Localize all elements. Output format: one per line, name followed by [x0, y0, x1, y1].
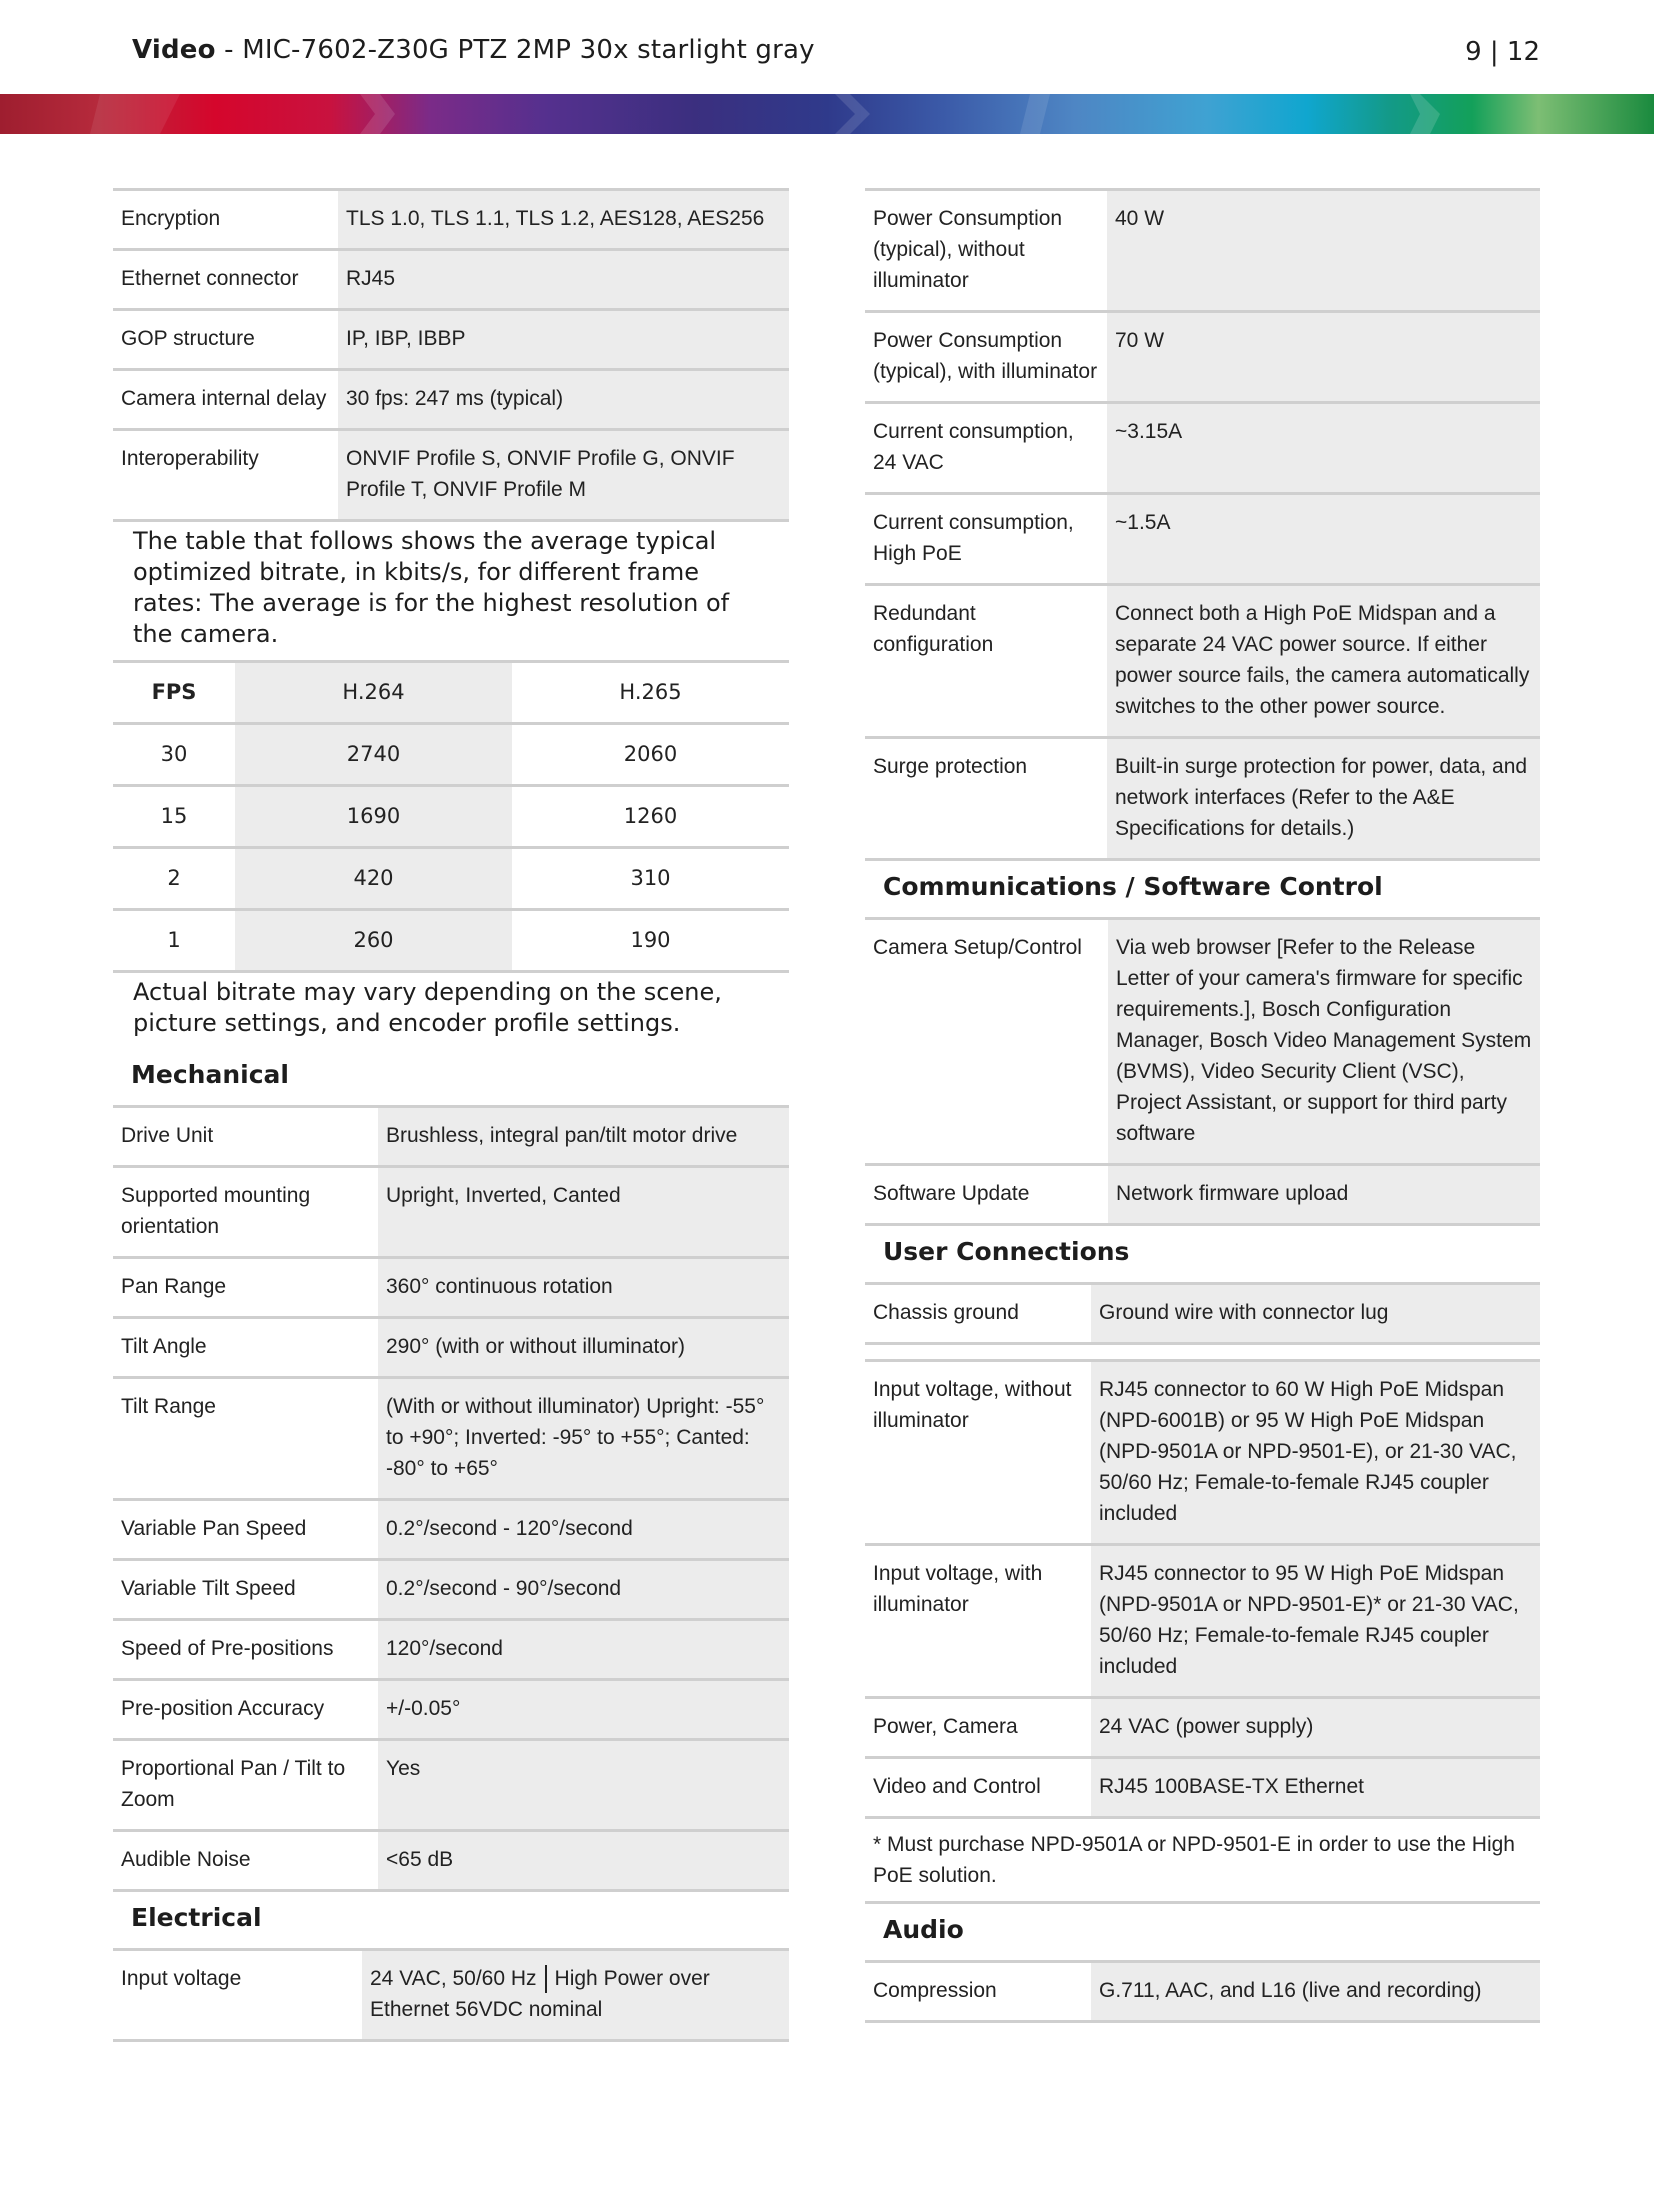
- table-row: [865, 1758, 1540, 1818]
- left-column: [113, 188, 789, 2042]
- spec-label: Drive Unit: [113, 1107, 378, 1167]
- bitrate-fps-cell: 1: [113, 910, 235, 972]
- spec-value: RJ45 connector to 95 W High PoE Midspan (NPD-9501A or NPD-9501-E)* or 21-30 VAC, 50/60 Hz; Female-to-female RJ45 coupler included: [1091, 1545, 1540, 1698]
- table-row: [113, 786, 789, 848]
- spec-label: Tilt Angle: [113, 1318, 378, 1378]
- bitrate-h264-cell: 1690: [235, 786, 512, 848]
- bitrate-table: [113, 660, 789, 973]
- spec-label: Input voltage, without illuminator: [865, 1362, 1091, 1545]
- spec-label: Input voltage: [113, 1950, 362, 2041]
- document-title-product: - MIC-7602-Z30G PTZ 2MP 30x starlight gray: [215, 35, 815, 65]
- table-row: [865, 494, 1540, 585]
- bitrate-h265-cell: 1260: [512, 786, 789, 848]
- bitrate-h264-cell: 420: [235, 848, 512, 910]
- brand-color-band: [0, 94, 1654, 134]
- table-row: [865, 190, 1540, 312]
- spec-label: Interoperability: [113, 430, 338, 521]
- high-poe-footnote: * Must purchase NPD-9501A or NPD-9501-E in order to use the High PoE solution.: [865, 1819, 1540, 1904]
- spec-value: Via web browser [Refer to the Release Letter of your camera's firmware for specific requirements.], Bosch Configuration Manager, Bosch Video Management System (BVMS), Video Security Client (VSC), Project Assistant, or support for third party software: [1108, 919, 1540, 1165]
- spec-value: <65 dB: [378, 1831, 789, 1891]
- communications-spec-table: [865, 917, 1540, 1226]
- spec-value: Upright, Inverted, Canted: [378, 1167, 789, 1258]
- spec-value: ONVIF Profile S, ONVIF Profile G, ONVIF Profile T, ONVIF Profile M: [338, 430, 789, 521]
- spec-value: 120°/second: [378, 1620, 789, 1680]
- spec-label: Surge protection: [865, 738, 1107, 860]
- table-row: [865, 1962, 1540, 2022]
- bitrate-fps-cell: 30: [113, 724, 235, 786]
- spec-label: Chassis ground: [865, 1284, 1091, 1344]
- table-row: [865, 738, 1540, 860]
- spec-value: RJ45 connector to 60 W High PoE Midspan (NPD-6001B) or 95 W High PoE Midspan (NPD-9501A or NPD-9501-E), or 21-30 VAC, 50/60 Hz; Female-to-female RJ45 coupler included: [1091, 1362, 1540, 1545]
- table-row: [865, 1165, 1540, 1225]
- bitrate-header-fps: FPS: [113, 662, 235, 724]
- spec-value: 0.2°/second - 120°/second: [378, 1500, 789, 1560]
- input-voltage-poe: High Power over Ethernet 56VDC nominal: [370, 1967, 710, 2021]
- spec-value: +/-0.05°: [378, 1680, 789, 1740]
- table-row: [865, 1698, 1540, 1758]
- spec-label: Power, Camera: [865, 1698, 1091, 1758]
- spec-label: Power Consumption (typical), with illuminator: [865, 312, 1107, 403]
- spec-label: Supported mounting orientation: [113, 1167, 378, 1258]
- spec-label: Power Consumption (typical), without illuminator: [865, 190, 1107, 312]
- spec-value: G.711, AAC, and L16 (live and recording): [1091, 1962, 1540, 2022]
- document-title: [132, 34, 815, 66]
- spec-label: Speed of Pre-positions: [113, 1620, 378, 1680]
- spec-value: 30 fps: 247 ms (typical): [338, 370, 789, 430]
- spec-value: Yes: [378, 1740, 789, 1831]
- bitrate-header-row: [113, 662, 789, 724]
- input-voltage-ac: 24 VAC, 50/60 Hz: [370, 1967, 537, 1990]
- spec-label: Redundant configuration: [865, 585, 1107, 738]
- spec-value: ~1.5A: [1107, 494, 1540, 585]
- spec-label: Video and Control: [865, 1758, 1091, 1818]
- spec-value: 70 W: [1107, 312, 1540, 403]
- table-row: [865, 919, 1540, 1165]
- right-column: [865, 188, 1540, 2023]
- spec-label: Compression: [865, 1962, 1091, 2022]
- spec-label: Proportional Pan / Tilt to Zoom: [113, 1740, 378, 1831]
- bitrate-fps-cell: 2: [113, 848, 235, 910]
- table-row: [113, 1950, 789, 2041]
- spec-value: Ground wire with connector lug: [1091, 1284, 1540, 1344]
- table-row: [113, 1167, 789, 1258]
- spec-value: 290° (with or without illuminator): [378, 1318, 789, 1378]
- spec-label: Audible Noise: [113, 1831, 378, 1891]
- table-spacer: [865, 1345, 1540, 1362]
- mechanical-spec-table: [113, 1105, 789, 1892]
- spec-label: Variable Tilt Speed: [113, 1560, 378, 1620]
- spec-label: Camera internal delay: [113, 370, 338, 430]
- table-row: [113, 250, 789, 310]
- power-spec-table: [865, 188, 1540, 861]
- spec-value: Brushless, integral pan/tilt motor drive: [378, 1107, 789, 1167]
- section-heading-user-connections: User Connections: [883, 1237, 1130, 1266]
- section-heading-communications: Communications / Software Control: [883, 872, 1383, 901]
- bitrate-note-paragraph: Actual bitrate may vary depending on the scene, picture settings, and encoder profile settings.: [133, 978, 722, 1037]
- table-row: [865, 403, 1540, 494]
- spec-value: Built-in surge protection for power, data, and network interfaces (Refer to the A&E Specifications for details.): [1107, 738, 1540, 860]
- bitrate-intro-paragraph: The table that follows shows the average typical optimized bitrate, in kbits/s, for different frame rates: The average is for the highest resolution of the camera.: [133, 527, 730, 648]
- audio-spec-table: [865, 1960, 1540, 2023]
- table-row: [113, 1107, 789, 1167]
- table-row: [865, 585, 1540, 738]
- table-row: [113, 1680, 789, 1740]
- spec-value: (With or without illuminator) Upright: -55° to +90°; Inverted: -95° to +55°; Canted: -80° to +65°: [378, 1378, 789, 1500]
- spec-label: GOP structure: [113, 310, 338, 370]
- spec-label: Encryption: [113, 190, 338, 250]
- spec-value: ~3.15A: [1107, 403, 1540, 494]
- table-row: [865, 1284, 1540, 1344]
- table-row: [113, 724, 789, 786]
- spec-label: Software Update: [865, 1165, 1108, 1225]
- spec-value: RJ45: [338, 250, 789, 310]
- user-connections-spec-table: [865, 1362, 1540, 1819]
- spec-value: 24 VAC (power supply): [1091, 1698, 1540, 1758]
- table-row: [113, 1378, 789, 1500]
- table-row: [865, 1362, 1540, 1545]
- table-row: [113, 310, 789, 370]
- table-row: [865, 312, 1540, 403]
- bitrate-fps-cell: 15: [113, 786, 235, 848]
- spec-label: Ethernet connector: [113, 250, 338, 310]
- electrical-spec-table: [113, 1948, 789, 2042]
- bitrate-h264-cell: 260: [235, 910, 512, 972]
- table-row: [865, 1545, 1540, 1698]
- value-separator: [545, 1965, 547, 1993]
- section-heading-electrical: Electrical: [131, 1903, 262, 1932]
- table-row: [113, 1740, 789, 1831]
- bitrate-h265-cell: 310: [512, 848, 789, 910]
- table-row: [113, 1258, 789, 1318]
- spec-label: Current consumption, 24 VAC: [865, 403, 1107, 494]
- table-row: [113, 1560, 789, 1620]
- brand-color-band-graphic: [0, 94, 1654, 134]
- bitrate-h265-cell: 190: [512, 910, 789, 972]
- spec-value: 360° continuous rotation: [378, 1258, 789, 1318]
- document-title-category: Video: [132, 35, 216, 65]
- spec-label: Variable Pan Speed: [113, 1500, 378, 1560]
- page-number: 9 | 12: [1465, 37, 1540, 67]
- spec-label: Camera Setup/Control: [865, 919, 1108, 1165]
- section-heading-mechanical: Mechanical: [131, 1060, 289, 1089]
- spec-label: Pre-position Accuracy: [113, 1680, 378, 1740]
- spec-label: Current consumption, High PoE: [865, 494, 1107, 585]
- table-row: [113, 1620, 789, 1680]
- table-row: [113, 848, 789, 910]
- bitrate-header-h264: H.264: [235, 662, 512, 724]
- table-row: [113, 430, 789, 521]
- spec-value: 40 W: [1107, 190, 1540, 312]
- spec-value: IP, IBP, IBBP: [338, 310, 789, 370]
- spec-value: TLS 1.0, TLS 1.1, TLS 1.2, AES128, AES256: [338, 190, 789, 250]
- section-heading-audio: Audio: [883, 1915, 964, 1944]
- bitrate-header-h265: H.265: [512, 662, 789, 724]
- chassis-ground-table: [865, 1282, 1540, 1345]
- table-row: [113, 370, 789, 430]
- network-spec-table: [113, 188, 789, 522]
- table-row: [113, 1318, 789, 1378]
- spec-label: Tilt Range: [113, 1378, 378, 1500]
- spec-value: RJ45 100BASE-TX Ethernet: [1091, 1758, 1540, 1818]
- table-row: [113, 1500, 789, 1560]
- spec-value: Connect both a High PoE Midspan and a separate 24 VAC power source. If either power source fails, the camera automatically switches to the other power source.: [1107, 585, 1540, 738]
- spec-label: Input voltage, with illuminator: [865, 1545, 1091, 1698]
- table-row: [113, 190, 789, 250]
- bitrate-h264-cell: 2740: [235, 724, 512, 786]
- spec-value: 0.2°/second - 90°/second: [378, 1560, 789, 1620]
- bitrate-h265-cell: 2060: [512, 724, 789, 786]
- table-row: [113, 1831, 789, 1891]
- spec-value: [362, 1950, 789, 2041]
- page-header: [0, 0, 1654, 94]
- table-row: [113, 910, 789, 972]
- spec-value: Network firmware upload: [1108, 1165, 1540, 1225]
- spec-label: Pan Range: [113, 1258, 378, 1318]
